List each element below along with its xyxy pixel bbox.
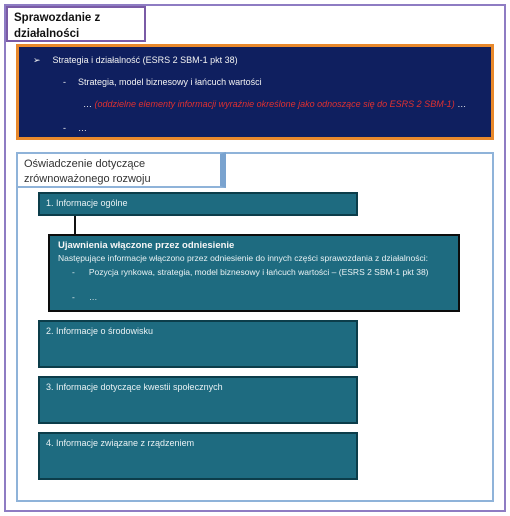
sustainability-title: Oświadczenie dotyczące zrównoważonego rozwoju	[16, 152, 226, 188]
report-title: Sprawozdanie z działalności	[6, 6, 146, 42]
incorporated-more-text: …	[88, 292, 98, 302]
arrow-bullet-icon: ➢	[33, 55, 41, 65]
section-governance: 4. Informacje związane z rządzeniem	[38, 432, 358, 480]
ellipsis-start: …	[83, 99, 92, 109]
section-social: 3. Informacje dotyczące kwestii społecznych	[38, 376, 358, 424]
section-general: 1. Informacje ogólne	[38, 192, 358, 216]
strategy-note: (oddzielne elementy informacji wyraźnie określone jako odnoszące się do ESRS 2 SBM-1)	[94, 99, 455, 109]
incorporated-item	[72, 267, 429, 277]
strategy-note-row	[83, 99, 466, 109]
incorporated-more	[72, 292, 97, 302]
dash-bullet: -	[72, 267, 75, 277]
dash-bullet: -	[72, 292, 75, 302]
strategy-subitem-row	[63, 77, 262, 87]
ellipsis-end: …	[457, 99, 467, 109]
dash-bullet: -	[63, 77, 66, 87]
connector-line	[74, 216, 76, 234]
strategy-subitem: Strategia, model biznesowy i łańcuch wartości	[78, 77, 262, 87]
strategy-more: …	[78, 123, 87, 133]
strategy-more-row	[63, 123, 87, 133]
strategy-section	[16, 44, 494, 140]
incorporated-text: Następujące informacje włączono przez odniesienie do innych części sprawozdania z działalności:	[58, 253, 428, 263]
dash-bullet: -	[63, 123, 66, 133]
incorporated-title: Ujawnienia włączone przez odniesienie	[58, 240, 235, 251]
section-environment: 2. Informacje o środowisku	[38, 320, 358, 368]
incorporated-disclosures	[48, 234, 460, 312]
strategy-heading: Strategia i działalność (ESRS 2 SBM-1 pkt 38)	[52, 55, 238, 65]
incorporated-item-text: Pozycja rynkowa, strategia, model biznesowy i łańcuch wartości – (ESRS 2 SBM-1 pkt 38)	[88, 267, 429, 277]
strategy-heading-row	[33, 55, 238, 66]
